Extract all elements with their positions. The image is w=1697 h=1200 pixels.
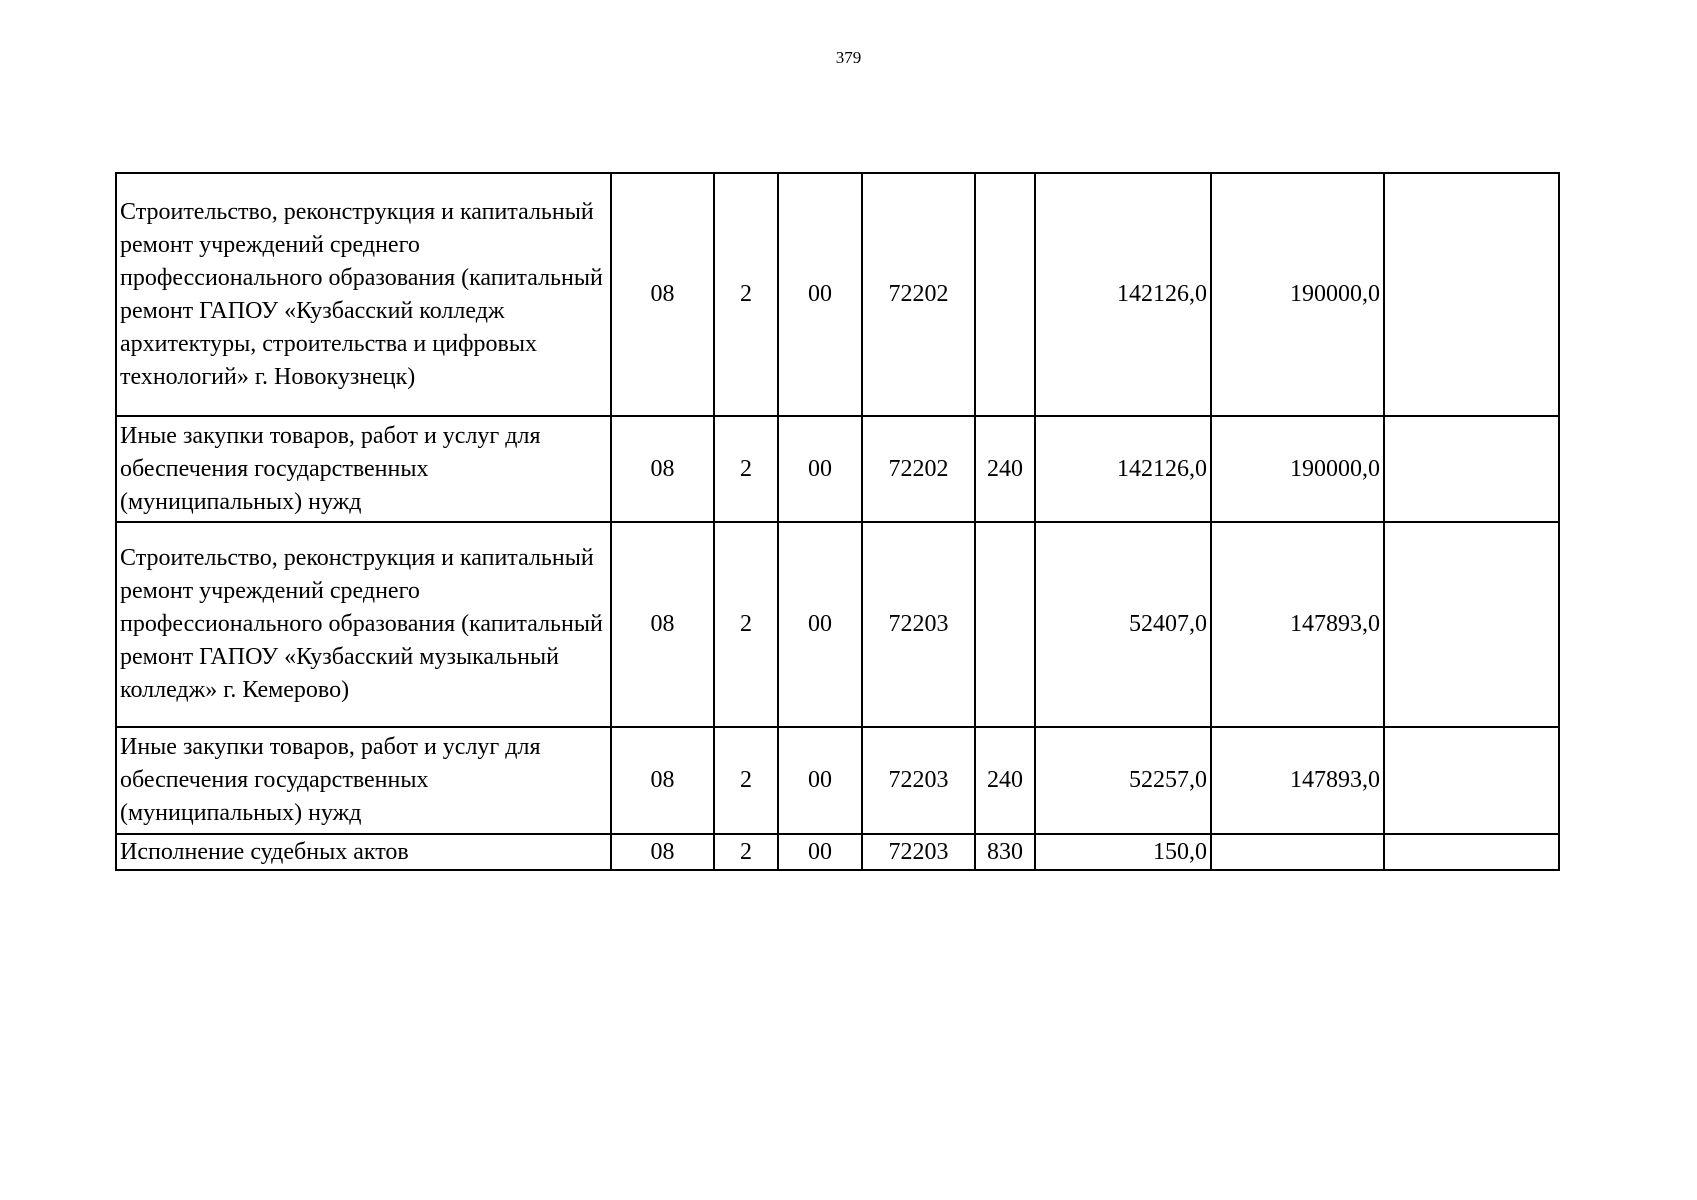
table-row: [116, 416, 1559, 522]
direction-code: 72203: [862, 522, 975, 727]
direction-code: 72202: [862, 173, 975, 416]
direction-code: 72202: [862, 416, 975, 522]
expense-type-code: 240: [975, 727, 1035, 834]
direction-code: 72203: [862, 727, 975, 834]
amount-cell: 142126,0: [1035, 416, 1211, 522]
page-number: 379: [835, 48, 862, 67]
program-code: 2: [714, 522, 778, 727]
expense-type-code: [975, 173, 1035, 416]
section-code: 08: [611, 416, 714, 522]
amount-cell: 147893,0: [1211, 727, 1384, 834]
expense-type-code: [975, 522, 1035, 727]
program-code: 2: [714, 173, 778, 416]
table-row: [116, 727, 1559, 834]
program-code: 2: [714, 416, 778, 522]
amount-cell: 147893,0: [1211, 522, 1384, 727]
amount-cell: 150,0: [1035, 834, 1211, 870]
amount-cell: [1384, 522, 1559, 727]
subprogram-code: 00: [778, 727, 862, 834]
amount-cell: [1384, 173, 1559, 416]
subprogram-code: 00: [778, 522, 862, 727]
amount-cell: 52257,0: [1035, 727, 1211, 834]
budget-table: [115, 172, 1560, 871]
section-code: 08: [611, 727, 714, 834]
amount-cell: [1211, 834, 1384, 870]
amount-cell: 190000,0: [1211, 173, 1384, 416]
row-name: Иные закупки товаров, работ и услуг для обеспечения государственных (муниципальных) нужд: [116, 727, 611, 834]
subprogram-code: 00: [778, 416, 862, 522]
amount-cell: 142126,0: [1035, 173, 1211, 416]
program-code: 2: [714, 834, 778, 870]
amount-cell: [1384, 727, 1559, 834]
row-name: Исполнение судебных актов: [116, 834, 611, 870]
subprogram-code: 00: [778, 834, 862, 870]
direction-code: 72203: [862, 834, 975, 870]
row-name: Иные закупки товаров, работ и услуг для обеспечения государственных (муниципальных) нужд: [116, 416, 611, 522]
amount-cell: 52407,0: [1035, 522, 1211, 727]
section-code: 08: [611, 522, 714, 727]
table-row: [116, 522, 1559, 727]
amount-cell: [1384, 834, 1559, 870]
amount-cell: 190000,0: [1211, 416, 1384, 522]
section-code: 08: [611, 173, 714, 416]
table-row: [116, 834, 1559, 870]
amount-cell: [1384, 416, 1559, 522]
expense-type-code: 240: [975, 416, 1035, 522]
subprogram-code: 00: [778, 173, 862, 416]
program-code: 2: [714, 727, 778, 834]
row-name: Строительство, реконструкция и капитальный ремонт учреждений среднего профессионального образования (капитальный ремонт ГАПОУ «Кузбасский музыкальный колледж» г. Кемерово): [116, 522, 611, 727]
row-name: Строительство, реконструкция и капитальный ремонт учреждений среднего профессионального образования (капитальный ремонт ГАПОУ «Кузбасский колледж архитектуры, строительства и цифровых технологий» г. Новокузнецк): [116, 173, 611, 416]
expense-type-code: 830: [975, 834, 1035, 870]
table-row: [116, 173, 1559, 416]
section-code: 08: [611, 834, 714, 870]
